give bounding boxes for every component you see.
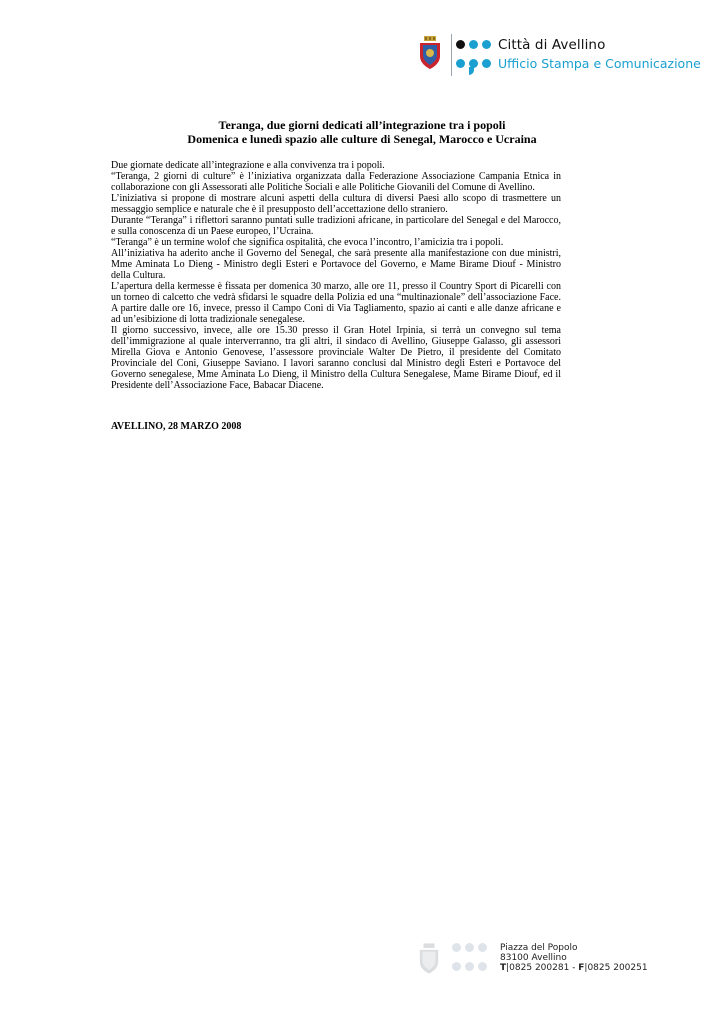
logo-dots-icon: [456, 40, 496, 80]
article-subtitle: Domenica e lunedì spazio alle culture di Senegal, Marocco e Ucraina: [187, 132, 537, 146]
paragraph: All’iniziativa ha aderito anche il Governo del Senegal, che sarà presente alla manifestazione con due ministri, Mme Aminata Lo Dieng - Ministro degli Esteri e Portavoce del Governo, e Mame Birame Diouf - Ministro della Cultura.: [111, 248, 561, 281]
dateline: AVELLINO, 28 MARZO 2008: [111, 421, 242, 432]
paragraph: Due giornate dedicate all’integrazione e alla convivenza tra i popoli.: [111, 160, 385, 171]
city-crest-watermark-icon: [418, 943, 440, 975]
letterhead-header: [418, 34, 708, 82]
logo-dots-watermark-icon: [452, 943, 492, 983]
address-street: Piazza del Popolo: [500, 943, 578, 953]
tel-number: |0825 200281 -: [506, 963, 579, 973]
paragraph: “Teranga, 2 giorni di culture” è l’iniziativa organizzata dalla Federazione Associazione Campania Etnica in collaborazione con gli Assessorati alle Politiche Sociali e alle Politiche Giovanili del Comune di Avellino.: [111, 171, 561, 193]
city-crest-icon: [418, 36, 442, 70]
fax-number: |0825 200251: [584, 963, 648, 973]
fax-label: F: [578, 963, 585, 973]
paragraph: L’iniziativa si propone di mostrare alcuni aspetti della cultura di diversi Paesi allo scopo di trasmettere un messaggio semplice e naturale che è il presupposto dell’accettazione dello straniero.: [111, 193, 561, 215]
footer-address: [500, 943, 648, 973]
paragraph: L’apertura della kermesse è fissata per domenica 30 marzo, alle ore 11, presso il Country Sport di Picarelli con un torneo di calcetto che vedrà sfidarsi le squadre della Polizia ed una “multinazionale” dell’associazione Face. A partire dalle ore 16, invece, presso il Campo Coni di Via Tagliamento, spazio ai canti e alle danze africane e ad un’esibizione di lotta tradizionale senegalese.: [111, 281, 561, 325]
header-divider: [451, 34, 452, 76]
office-name: Ufficio Stampa e Comunicazione: [498, 56, 701, 71]
article-body: [111, 160, 561, 391]
paragraph: Il giorno successivo, invece, alle ore 15.30 presso il Gran Hotel Irpinia, si terrà un convegno sul tema dell’immigrazione al quale interverranno, tra gli altri, il sindaco di Avellino, Giuseppe Galasso, gli assessori Mirella Giova e Antonio Genovese, l’assessore provinciale Walter De Pietro, il presidente del Comitato Provinciale del Coni, Giuseppe Saviano. I lavori saranno conclusi dal Ministro degli Esteri e Portavoce del Governo senegalese, Mme Aminata Lo Dieng, il Ministro della Cultura Senegalese, Mame Birame Diouf, ed il Presidente dell’Associazione Face, Babacar Diacene.: [111, 325, 561, 391]
paragraph: “Teranga” è un termine wolof che significa ospitalità, che evoca l’incontro, l’amicizia tra i popoli.: [111, 237, 504, 248]
article-title: Teranga, due giorni dedicati all’integrazione tra i popoli: [218, 118, 506, 132]
city-name: Città di Avellino: [498, 37, 606, 53]
tel-label: T: [500, 963, 507, 973]
letterhead-footer: [418, 941, 708, 987]
contact-numbers: [500, 963, 648, 973]
paragraph: Durante “Teranga” i riflettori saranno puntati sulle tradizioni africane, in particolare del Senegal e del Marocco, e sulla conoscenza di un Paese europeo, l’Ucraina.: [111, 215, 561, 237]
address-city: 83100 Avellino: [500, 953, 567, 963]
